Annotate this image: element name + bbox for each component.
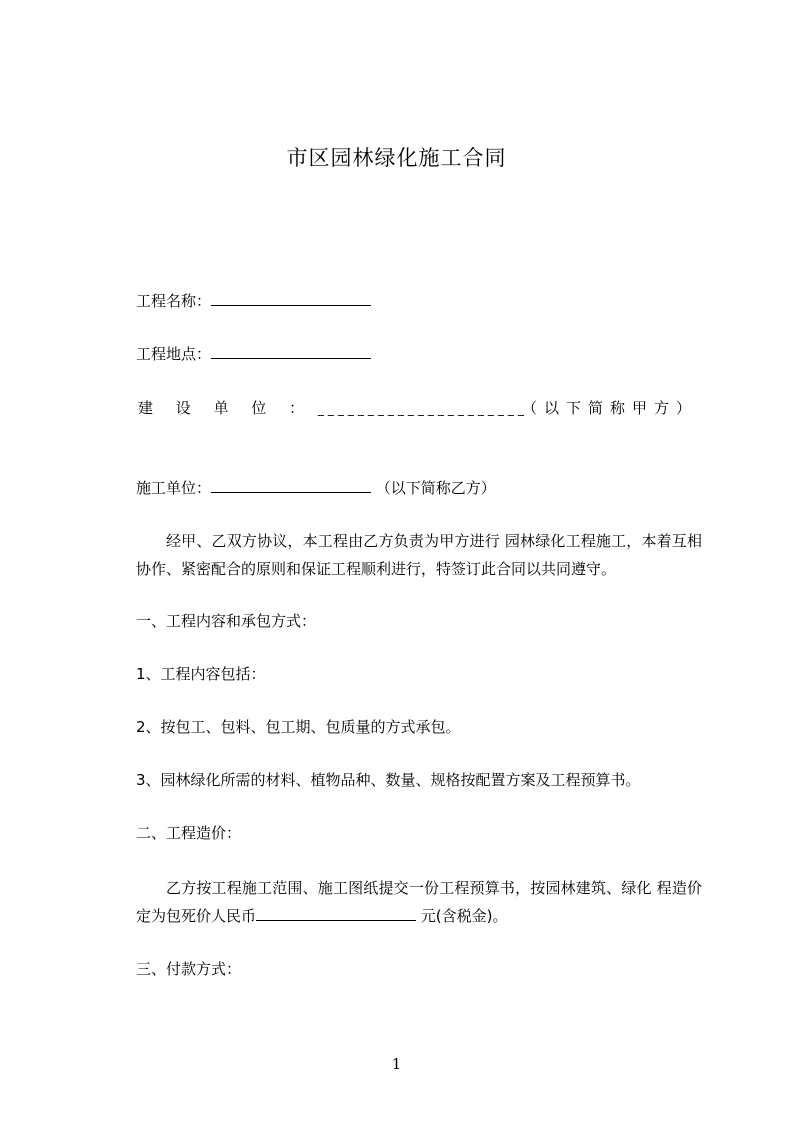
intro-paragraph: 经甲、乙双方协议，本工程由乙方负责为甲方进行 园林绿化工程施工，本着互相协作、紧密配合的原则和保证工程顺利进行，特签订此合同以共同遵守。 <box>136 532 702 578</box>
builder-blank[interactable]: _____________________ <box>317 402 528 416</box>
contractor-line <box>136 477 496 499</box>
project-location-line <box>136 343 371 365</box>
project-name-line <box>136 290 371 312</box>
section-1-item-2: 2、按包工、包料、包工期、包质量的方式承包。 <box>136 718 461 736</box>
builder-label: 建 设 单 位 ： <box>138 399 314 417</box>
price-blank[interactable] <box>256 906 416 921</box>
builder-line <box>138 397 698 420</box>
contractor-label: 施工单位： <box>136 479 212 497</box>
project-location-blank[interactable] <box>211 344 371 359</box>
contractor-blank[interactable] <box>211 478 371 493</box>
project-name-label: 工程名称： <box>136 292 212 310</box>
section-2-paragraph <box>136 874 702 930</box>
section-3-heading: 三、付款方式： <box>136 960 242 978</box>
project-location-label: 工程地点： <box>136 345 212 363</box>
section-1-heading: 一、工程内容和承包方式： <box>136 612 317 630</box>
section-2-heading: 二、工程造价： <box>136 824 242 842</box>
section-2-text-before: 乙方按工程施工范围、施工图纸提交一份工程预算书，按园林建筑、绿化 程造价定为包死价人民币 <box>136 879 702 925</box>
section-1-item-1: 1、工程内容包括： <box>136 665 266 683</box>
section-2-text-after: 元(含税金)。 <box>416 907 508 925</box>
page-number: 1 <box>391 1055 402 1073</box>
document-title: 市区园林绿化施工合同 <box>286 146 507 170</box>
builder-suffix: （以下简称甲方） <box>521 399 698 417</box>
project-name-blank[interactable] <box>211 291 371 306</box>
section-1-item-3: 3、园林绿化所需的材料、植物品种、数量、规格按配置方案及工程预算书。 <box>136 771 641 789</box>
contractor-suffix: （以下简称乙方） <box>375 479 496 497</box>
